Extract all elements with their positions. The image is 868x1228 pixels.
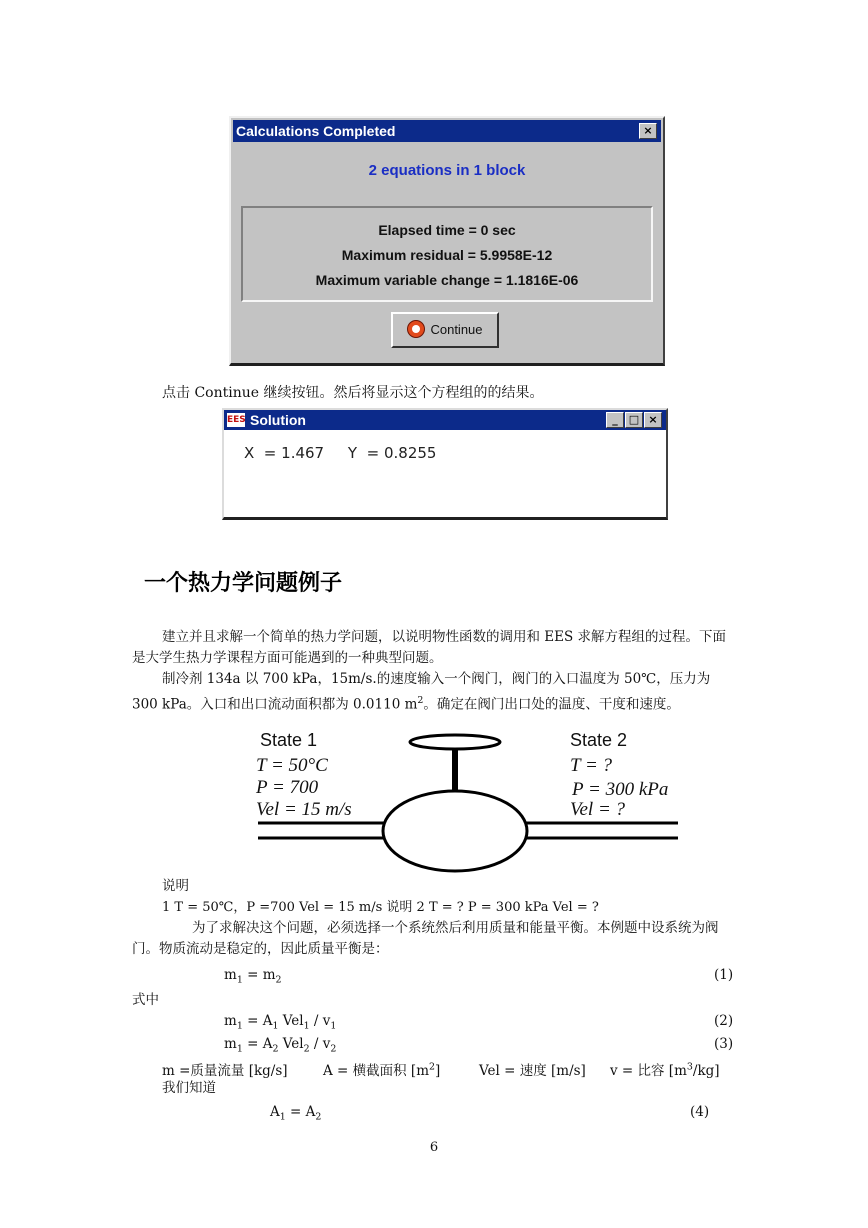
valve-diagram	[250, 725, 690, 885]
continue-caption: 点击 Continue 继续按钮。然后将显示这个方程组的的结果。	[162, 385, 544, 401]
equation-3-number: (3)	[714, 1036, 734, 1052]
state2-pressure: P = 300 kPa	[572, 779, 669, 800]
solution-title: Solution	[250, 412, 306, 428]
definition-v: v = 比容 $[m^3/kg]$	[610, 1061, 720, 1079]
equations-summary: 2 equations in 1 block	[368, 162, 526, 179]
equation-2-number: (2)	[714, 1013, 734, 1029]
valve-stem	[452, 749, 458, 793]
calculations-completed-dialog	[229, 116, 665, 366]
paragraph-intro: 建立并且求解一个简单的热力学问题，以说明物性函数的调用和 EES 求解方程组的过程。下面是大学生热力学课程方面可能遇到的一种典型问题。	[132, 629, 727, 666]
maximum-variable-change: Maximum variable change = 1.1816E-06	[315, 272, 579, 288]
state2-temperature: T = ?	[570, 755, 613, 776]
page-number: 6	[429, 1140, 439, 1155]
state1-title: State 1	[260, 730, 318, 750]
close-icon[interactable]: ×	[639, 123, 657, 139]
close-icon[interactable]: ×	[644, 412, 662, 428]
state1-velocity: Vel = 15 m/s	[256, 799, 352, 820]
valve-handwheel	[410, 735, 500, 749]
stats-panel	[241, 206, 653, 302]
elapsed-time: Elapsed time = 0 sec	[378, 222, 516, 238]
continue-label: Continue	[430, 322, 483, 337]
state1-pressure: P = 700	[256, 777, 319, 798]
dialog-title: Calculations Completed	[236, 123, 396, 139]
maximum-residual: Maximum residual = 5.9958E-12	[341, 247, 553, 263]
note-label: 说明	[162, 878, 189, 894]
state2-title: State 2	[570, 730, 628, 750]
equation-4: $A_1 = A_2$	[270, 1104, 322, 1123]
solution-title-bar	[224, 410, 666, 430]
we-know-label: 我们知道	[162, 1080, 216, 1096]
state1-temperature: T = 50°C	[256, 755, 328, 776]
equation-3: $m_1 = A_2$ $Vel_2 / v_2$	[224, 1036, 337, 1055]
definition-m: m =质量流量 [kg/s]	[162, 1063, 288, 1079]
section-heading: 一个热力学问题例子	[144, 571, 343, 596]
equation-2: $m_1 = A_1$ $Vel_1 / v_1$	[224, 1013, 337, 1032]
valve-body	[383, 791, 527, 871]
definition-vel: Vel = 速度 [m/s]	[479, 1063, 586, 1079]
paragraph-problem: 制冷剂 134a 以 700 kPa，15m/s.的速度输入一个阀门，阀门的入口温度为 50℃，压力为 300 kPa。入口和出口流动面积都为 0.0110 $m^2$。确定在阀门出口处的温度、干度和速度。	[132, 671, 711, 713]
state2-velocity: Vel = ?	[570, 799, 626, 820]
solution-values: X = 1.467 Y = 0.8255	[244, 444, 437, 462]
solution-window	[222, 408, 668, 520]
maximize-icon[interactable]: □	[625, 412, 643, 428]
definition-a: A = 横截面积 $[m^2]$	[323, 1061, 441, 1079]
paragraph-balance: 为了求解决这个问题，必须选择一个系统然后利用质量和能量平衡。本例题中设系统为阀门。物质流动是稳定的，因此质量平衡是：	[132, 920, 719, 957]
equation-4-number: (4)	[690, 1104, 710, 1120]
equation-1-number: (1)	[714, 967, 734, 983]
where-label: 式中	[132, 992, 159, 1008]
dialog-title-bar	[233, 120, 661, 142]
ees-logo-icon: EES	[227, 415, 246, 425]
minimize-icon[interactable]: _	[606, 412, 624, 428]
note-line: 1 T = 50℃，P =700 Vel = 15 m/s 说明 2 T = ? P = 300 kPa Vel = ?	[162, 900, 599, 915]
equation-1: $m_1 = m_2$	[224, 967, 282, 986]
continue-button[interactable]	[391, 312, 499, 348]
alarm-clock-icon	[407, 320, 425, 338]
